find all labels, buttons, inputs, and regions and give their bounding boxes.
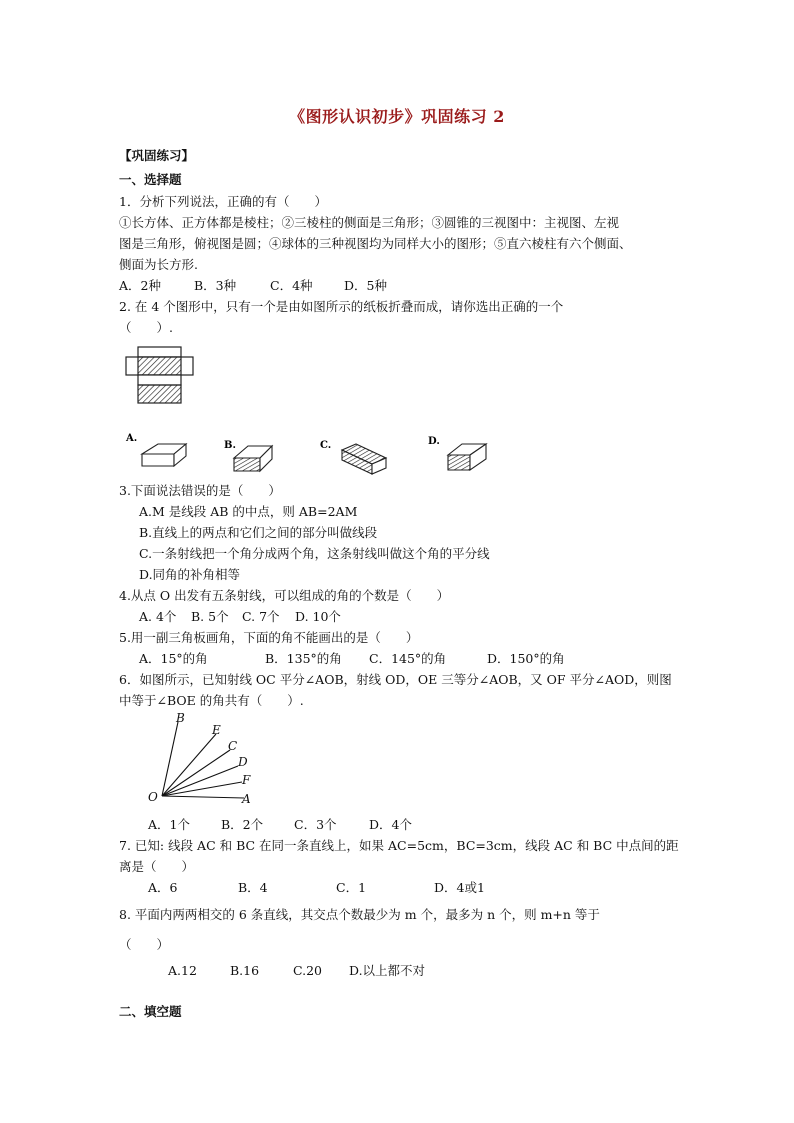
q8-option-c: C.20	[293, 963, 322, 978]
q3-option-c: C.一条射线把一个角分成两个角，这条射线叫做这个角的平分线	[139, 546, 490, 561]
q4-option-d: D. 10个	[295, 609, 341, 624]
label-d: D	[238, 755, 248, 769]
q2-box-d	[448, 444, 486, 470]
label-o: O	[148, 790, 158, 804]
section2-heading: 二、填空题	[119, 1004, 182, 1019]
q2-box-c	[342, 444, 386, 474]
q1-line2: 图是三角形，俯视图是圆；④球体的三种视图均为同样大小的图形；⑤直六棱柱有六个侧面、	[119, 236, 632, 251]
q5-options	[139, 651, 565, 667]
q2-box-b	[234, 446, 272, 471]
q2-stem-line2: （ ）.	[119, 320, 173, 335]
q7-option-a: A．6	[148, 880, 178, 895]
q4-option-a: A. 4个	[139, 609, 177, 624]
q7-stem-line2: 离是（ ）	[119, 859, 195, 874]
q1-option-d: D．5种	[344, 278, 387, 293]
q1-line1: ①长方体、正方体都是棱柱；②三棱柱的侧面是三角形；③圆锥的三视图中：主视图、左视	[119, 215, 620, 230]
q5-option-d: D．150°的角	[487, 651, 565, 666]
ray-ob	[162, 722, 178, 796]
section1-heading: 一、选择题	[119, 172, 182, 187]
q2-choice-label-a: A.	[126, 433, 138, 444]
q1-option-b: B．3种	[194, 278, 237, 293]
label-e: E	[212, 723, 221, 737]
q1-option-a: A．2种	[119, 278, 161, 293]
ray-of	[162, 782, 242, 796]
q8-options	[168, 963, 425, 979]
q2-choice-label-d: D.	[428, 436, 440, 447]
q8-stem-line1: 8. 平面内两两相交的 6 条直线，其交点个数最少为 m 个，最多为 n 个，则 m+n 等于	[119, 907, 600, 922]
q2-choice-figures	[120, 428, 500, 478]
q6-stem-line2: 中等于∠BOE 的角共有（ ）.	[119, 693, 304, 708]
q2-choice-label-b: B.	[224, 440, 236, 451]
q2-choice-label-c: C.	[320, 440, 332, 451]
q7-stem-line1: 7. 已知: 线段 AC 和 BC 在同一条直线上，如果 AC=5cm，BC=3cm，线段 AC 和 BC 中点间的距	[119, 838, 679, 853]
q1-line3: 侧面为长方形.	[119, 257, 198, 272]
label-c: C	[228, 739, 238, 753]
q1-options	[119, 278, 387, 294]
q3-stem: 3.下面说法错误的是（ ）	[119, 483, 281, 498]
q6-option-a: A．1个	[148, 817, 190, 832]
q3-option-b: B.直线上的两点和它们之间的部分叫做线段	[139, 525, 378, 540]
q8-stem-line2: （ ）	[119, 937, 170, 952]
net-diagram	[120, 340, 200, 410]
label-f: F	[242, 773, 251, 787]
q7-option-b: B．4	[238, 880, 268, 895]
q7-option-c: C．1	[336, 880, 367, 895]
q4-stem: 4.从点 O 出发有五条射线，可以组成的角的个数是（ ）	[119, 588, 450, 603]
label-a: A	[242, 792, 251, 806]
q7-option-d: D．4或1	[434, 880, 485, 895]
q6-option-c: C．3个	[294, 817, 337, 832]
q7-options	[148, 880, 485, 896]
q6-option-d: D．4个	[369, 817, 412, 832]
q8-option-b: B.16	[230, 963, 260, 978]
q5-option-b: B．135°的角	[265, 651, 342, 666]
q5-option-a: A．15°的角	[139, 651, 208, 666]
q6-options	[148, 817, 412, 833]
q6-stem-line1: 6．如图所示，已知射线 OC 平分∠AOB，射线 OD，OE 三等分∠AOB，又 OF 平分∠AOD，则图	[119, 672, 672, 687]
q1-stem: 1．分析下列说法，正确的有（ ）	[119, 194, 327, 209]
q3-option-a: A.M 是线段 AB 的中点，则 AB=2AM	[139, 504, 358, 519]
q8-option-a: A.12	[168, 963, 197, 978]
q5-stem: 5.用一副三角板画角，下面的角不能画出的是（ ）	[119, 630, 419, 645]
label-b: B	[176, 712, 185, 725]
worksheet-title: 《图形认识初步》巩固练习 2	[289, 107, 505, 126]
q5-option-c: C．145°的角	[369, 651, 447, 666]
ray-oa	[162, 796, 244, 798]
q3-option-d: D.同角的补角相等	[139, 567, 241, 582]
q1-option-c: C．4种	[270, 278, 313, 293]
q6-option-b: B．2个	[221, 817, 264, 832]
section-label: 【巩固练习】	[119, 148, 195, 163]
q4-options	[139, 609, 341, 625]
angle-rays-figure	[140, 712, 270, 812]
q8-option-d: D.以上都不对	[349, 963, 426, 978]
q4-option-b: B. 5个	[191, 609, 229, 624]
q2-box-a	[142, 444, 186, 466]
q4-option-c: C. 7个	[242, 609, 280, 624]
q2-stem-line1: 2. 在 4 个图形中，只有一个是由如图所示的纸板折叠而成，请你选出正确的一个	[119, 299, 564, 314]
